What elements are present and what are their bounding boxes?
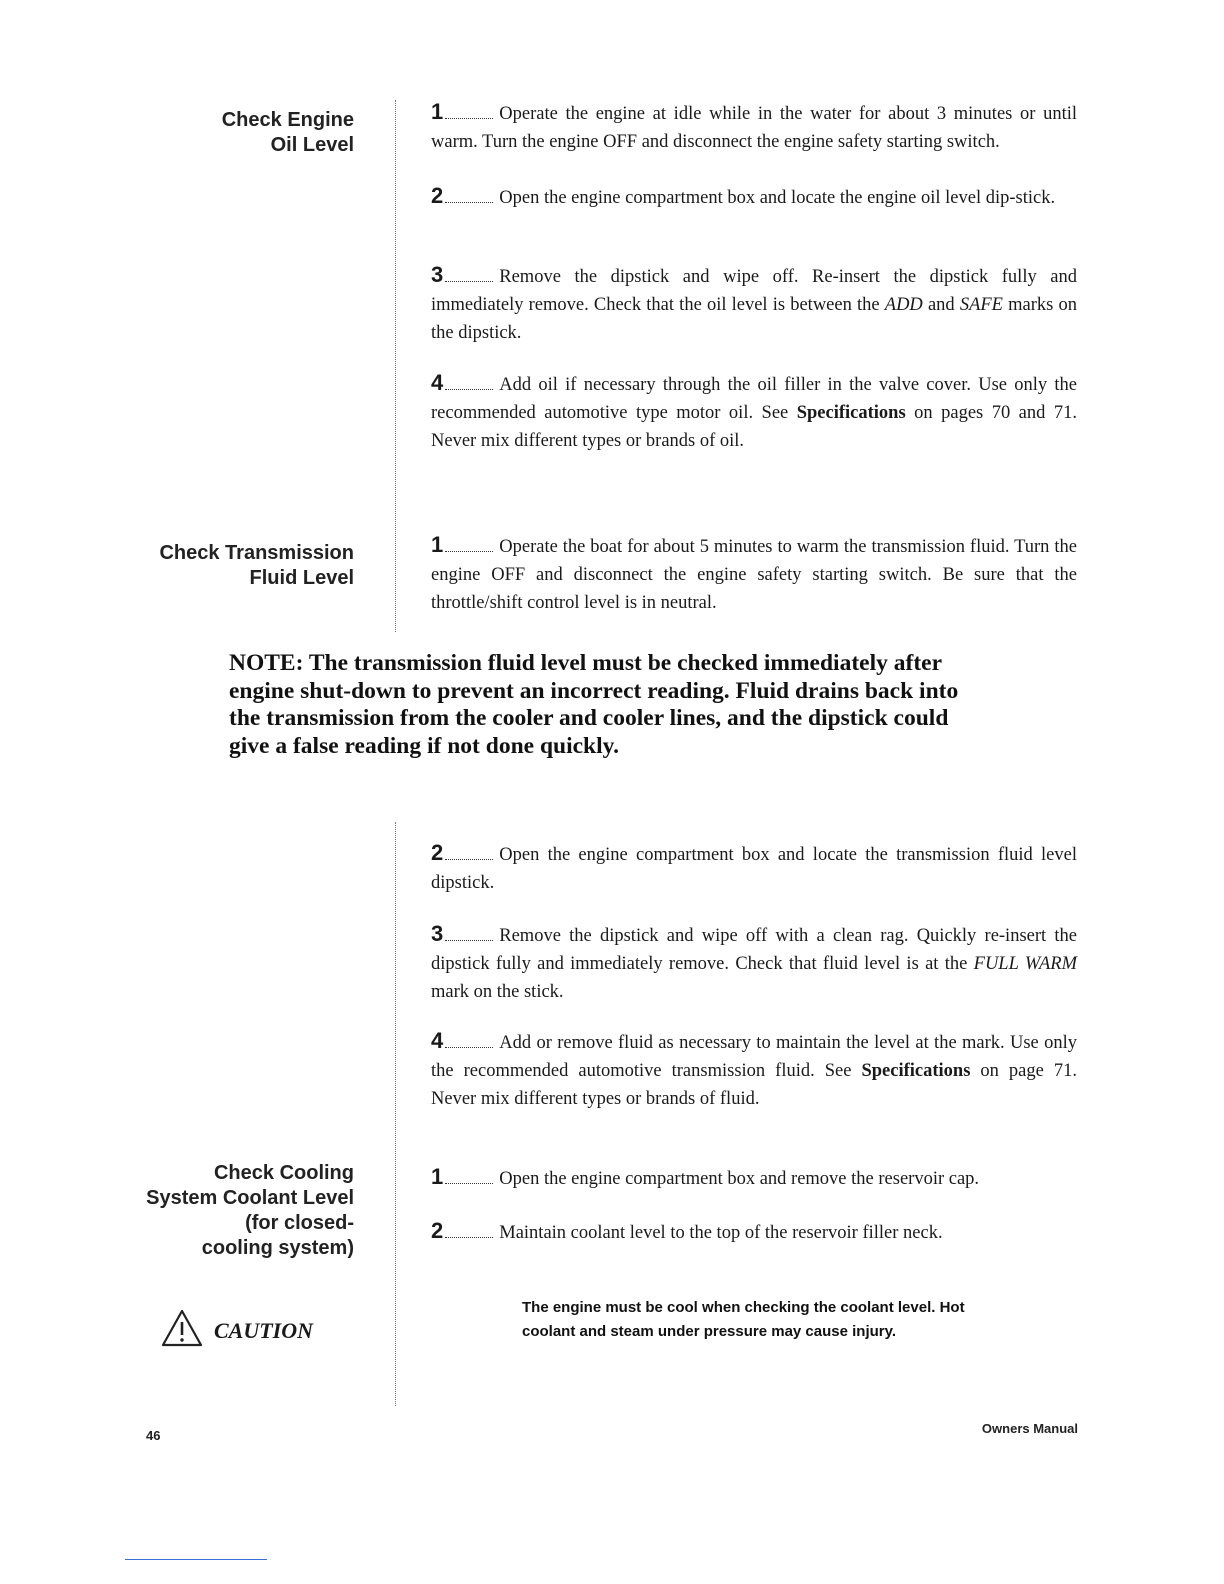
step-text: Remove the dipstick and wipe off. Re-insert the dipstick fully and immediately remove. Check that the oil level is between the [431,267,1077,315]
dot-leader [445,118,493,119]
step-number: 4 [431,370,444,395]
step-number: 2 [431,183,444,208]
step-number: 4 [431,1028,444,1053]
step-text: Open the engine compartment box and locate the transmission fluid level dipstick. [431,845,1077,893]
oil-step-3 [431,263,1077,347]
step-number: 3 [431,921,444,946]
step-text: on pages 70 and 71. Never mix different types or brands of oil. [431,403,1077,451]
coolant-heading-line-2: System Coolant Level [146,1187,354,1209]
step-text: Open the engine compartment box and remove the reservoir cap. [499,1169,980,1189]
transmission-step-4 [431,1029,1077,1113]
step-text: Operate the engine at idle while in the water for about 3 minutes or until warm. Turn the engine OFF and disconnect the engine safety starting switch. [431,104,1077,152]
warning-triangle-icon [160,1308,204,1353]
step-text: Open the engine compartment box and locate the engine oil level dip-stick. [499,188,1056,208]
oil-step-1 [431,100,1077,156]
transmission-heading-line-2: Fluid Level [249,567,354,589]
oil-step-4 [431,371,1077,455]
transmission-step-1 [431,533,1077,617]
dot-leader [445,389,493,390]
column-divider [395,822,396,1406]
step-number: 1 [431,1164,444,1189]
transmission-step-3 [431,922,1077,1006]
step-text: Remove the dipstick and wipe off with a clean rag. Quickly re-insert the dipstick fully and immediately remove. Check that fluid level is at the [431,926,1077,974]
oil-heading-line-1: Check Engine [221,109,354,131]
specifications-reference: Specifications [861,1061,971,1081]
bottom-divider [125,1559,267,1560]
oil-section-heading [222,108,354,158]
coolant-heading-line-3: (for closed- [245,1212,354,1234]
transmission-note: NOTE: The transmission fluid level must be checked immediately after engine shut-down to prevent an incorrect reading. Fluid drains back into the transmission from the cooler and cooler lines, and the dipstick could give a false reading if not done quickly. [229,650,959,759]
caution-block [160,1308,313,1353]
coolant-section-heading [146,1161,354,1261]
dot-leader [445,859,493,860]
coolant-step-1 [431,1165,1077,1193]
oil-heading-line-2: Oil Level [270,134,354,156]
caution-label: CAUTION [214,1317,314,1343]
dot-leader [445,1047,493,1048]
add-mark: ADD [884,295,923,315]
safe-mark: SAFE [959,295,1003,315]
step-text: on page 71. Never mix different types or brands of fluid. [431,1061,1077,1109]
full-warm-mark: FULL WARM [973,954,1077,974]
step-text: and [922,295,960,315]
transmission-section-heading [159,541,354,591]
dot-leader [445,551,493,552]
step-number: 1 [431,532,444,557]
dot-leader [445,940,493,941]
step-number: 3 [431,262,444,287]
coolant-heading-line-4: cooling system) [201,1237,354,1259]
step-text: Add or remove fluid as necessary to maintain the level at the mark. Use only the recommended automotive transmission fluid. See [431,1033,1077,1081]
oil-step-2 [431,184,1077,212]
footer-title: Owners Manual [981,1421,1078,1436]
step-text: mark on the stick. [431,982,564,1002]
step-text: marks on the dipstick. [431,295,1078,343]
transmission-step-2 [431,841,1077,897]
dot-leader [445,202,493,203]
dot-leader [445,1237,493,1238]
column-divider [395,100,396,632]
dot-leader [445,281,493,282]
step-text: Add oil if necessary through the oil filler in the valve cover. Use only the recommended automotive type motor oil. See [431,375,1077,423]
dot-leader [445,1183,493,1184]
coolant-step-2 [431,1219,1077,1247]
step-number: 2 [431,1218,444,1243]
coolant-heading-line-1: Check Cooling [213,1162,354,1184]
step-text: Operate the boat for about 5 minutes to warm the transmission fluid. Turn the engine OFF and disconnect the engine safety starting switch. Be sure that the throttle/shift control level is in neutral. [431,537,1077,613]
caution-text: The engine must be cool when checking the coolant level. Hot coolant and steam under pressure may cause injury. [522,1299,965,1340]
step-number: 1 [431,99,444,124]
transmission-heading-line-1: Check Transmission [159,542,354,564]
step-number: 2 [431,840,444,865]
specifications-reference: Specifications [796,403,906,423]
step-text: Maintain coolant level to the top of the reservoir filler neck. [499,1223,943,1243]
page-number: 46 [146,1428,161,1443]
